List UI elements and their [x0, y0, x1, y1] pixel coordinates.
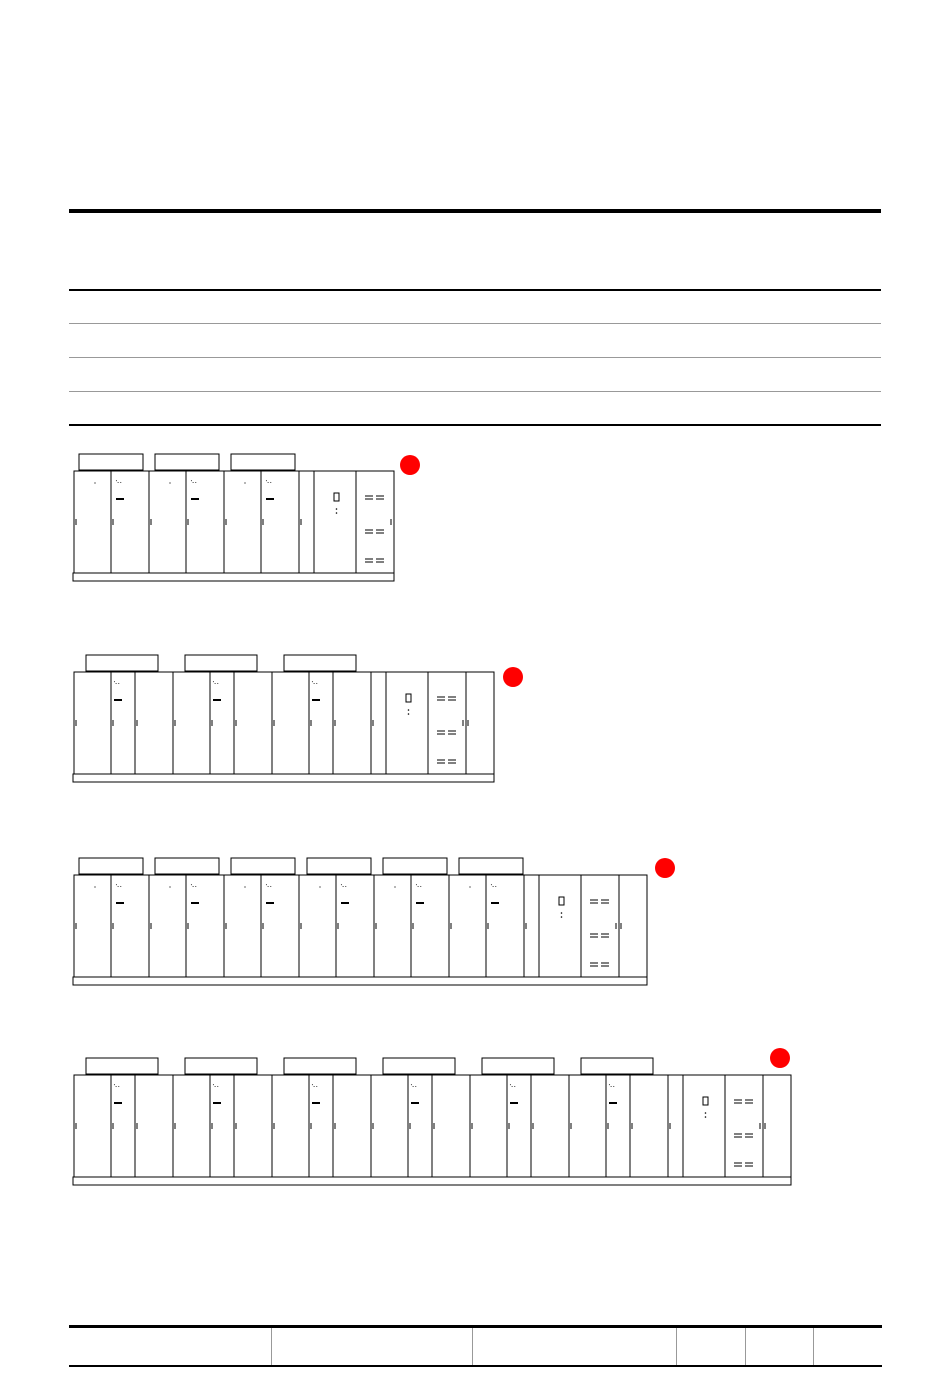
metering-cubicle [356, 471, 394, 573]
meter-icon [334, 493, 339, 501]
feeder-cubicle [74, 1075, 111, 1177]
incomer-cubicle [314, 471, 356, 573]
feeder-cubicle [432, 1075, 470, 1177]
indicator-dot [244, 886, 245, 887]
cabinet-hood [231, 858, 295, 874]
feeder-cubicle [299, 875, 336, 977]
end-cubicle [763, 1075, 791, 1177]
end-cubicle [466, 672, 494, 774]
incomer-cubicle [683, 1075, 725, 1177]
relay-symbol: ⠑⠂ [509, 1084, 518, 1091]
indicator-dot [94, 886, 95, 887]
cabinet-hood [185, 1058, 257, 1074]
indicator-dot [94, 482, 95, 483]
indicator-dot [705, 1112, 707, 1114]
feeder-cubicle [74, 875, 111, 977]
cabinet-hood [155, 858, 219, 874]
end-cubicle [619, 875, 647, 977]
feeder-cubicle [234, 1075, 272, 1177]
incomer-cubicle [386, 672, 428, 774]
base-plinth [73, 573, 394, 581]
feeder-cubicle [74, 471, 111, 573]
cabinet-hood [86, 1058, 158, 1074]
base-plinth [73, 774, 494, 782]
base-plinth [73, 977, 647, 985]
meter-icon [559, 897, 564, 905]
cabinet-hood [155, 454, 219, 470]
indicator-dot [408, 709, 410, 711]
relay-symbol: ⠑⠂ [115, 480, 124, 487]
meter-icon [703, 1097, 708, 1105]
feeder-cubicle [74, 672, 111, 774]
feeder-cubicle [371, 1075, 408, 1177]
cabinet-hood [383, 858, 447, 874]
feeder-cubicle [224, 875, 261, 977]
relay-symbol: ⠑⠂ [608, 1084, 617, 1091]
cabinet-hood [307, 858, 371, 874]
title-block-cell [472, 1328, 473, 1365]
cabinet-hood [86, 655, 158, 671]
feeder-cubicle [173, 672, 210, 774]
relay-symbol: ⠑⠂ [311, 681, 320, 688]
callout-marker [770, 1048, 790, 1068]
metering-cubicle [428, 672, 466, 774]
relay-symbol: ⠑⠂ [115, 884, 124, 891]
indicator-dot [169, 886, 170, 887]
relay-symbol: ⠑⠂ [265, 884, 274, 891]
feeder-cubicle [470, 1075, 507, 1177]
cabinet-hood [284, 1058, 356, 1074]
cabinet-hood [185, 655, 257, 671]
feeder-cubicle [531, 1075, 569, 1177]
feeder-cubicle [173, 1075, 210, 1177]
incomer-cubicle [539, 875, 581, 977]
cabinet-hood [459, 858, 523, 874]
feeder-cubicle [234, 672, 272, 774]
callout-marker [503, 667, 523, 687]
feeder-cubicle [449, 875, 486, 977]
meter-icon [406, 694, 411, 702]
relay-symbol: ⠑⠂ [490, 884, 499, 891]
cabinet-hood [482, 1058, 554, 1074]
relay-symbol: ⠑⠂ [113, 681, 122, 688]
relay-symbol: ⠑⠂ [311, 1084, 320, 1091]
feeder-cubicle [630, 1075, 668, 1177]
cabinet-hood [383, 1058, 455, 1074]
feeder-cubicle [224, 471, 261, 573]
feeder-cubicle [135, 1075, 173, 1177]
indicator-dot [319, 886, 320, 887]
feeder-cubicle [149, 471, 186, 573]
title-block-cell [271, 1328, 272, 1365]
feeder-cubicle [135, 672, 173, 774]
cabinet-hood [79, 858, 143, 874]
relay-symbol: ⠑⠂ [340, 884, 349, 891]
feeder-cubicle [333, 1075, 371, 1177]
metering-cubicle [581, 875, 619, 977]
cabinet-hood [284, 655, 356, 671]
relay-symbol: ⠑⠂ [415, 884, 424, 891]
relay-symbol: ⠑⠂ [190, 884, 199, 891]
indicator-dot [561, 912, 563, 914]
indicator-dot [169, 482, 170, 483]
feeder-cubicle [374, 875, 411, 977]
title-block [69, 1325, 882, 1367]
indicator-dot [561, 916, 563, 918]
callout-marker [400, 455, 420, 475]
indicator-dot [336, 512, 338, 514]
title-block-cell [745, 1328, 746, 1365]
indicator-dot [469, 886, 470, 887]
indicator-dot [244, 482, 245, 483]
title-block-cell [676, 1328, 677, 1365]
relay-symbol: ⠑⠂ [190, 480, 199, 487]
feeder-cubicle [333, 672, 371, 774]
cabinet-hood [79, 454, 143, 470]
relay-symbol: ⠑⠂ [212, 1084, 221, 1091]
callout-marker [655, 858, 675, 878]
indicator-dot [705, 1116, 707, 1118]
feeder-cubicle [272, 672, 309, 774]
title-block-cell [813, 1328, 814, 1365]
indicator-dot [408, 713, 410, 715]
relay-symbol: ⠑⠂ [410, 1084, 419, 1091]
feeder-cubicle [272, 1075, 309, 1177]
feeder-cubicle [569, 1075, 606, 1177]
cabinet-hood [231, 454, 295, 470]
indicator-dot [336, 508, 338, 510]
relay-symbol: ⠑⠂ [212, 681, 221, 688]
relay-symbol: ⠑⠂ [113, 1084, 122, 1091]
feeder-cubicle [149, 875, 186, 977]
relay-symbol: ⠑⠂ [265, 480, 274, 487]
metering-cubicle [725, 1075, 763, 1177]
cabinet-hood [581, 1058, 653, 1074]
indicator-dot [394, 886, 395, 887]
base-plinth [73, 1177, 791, 1185]
